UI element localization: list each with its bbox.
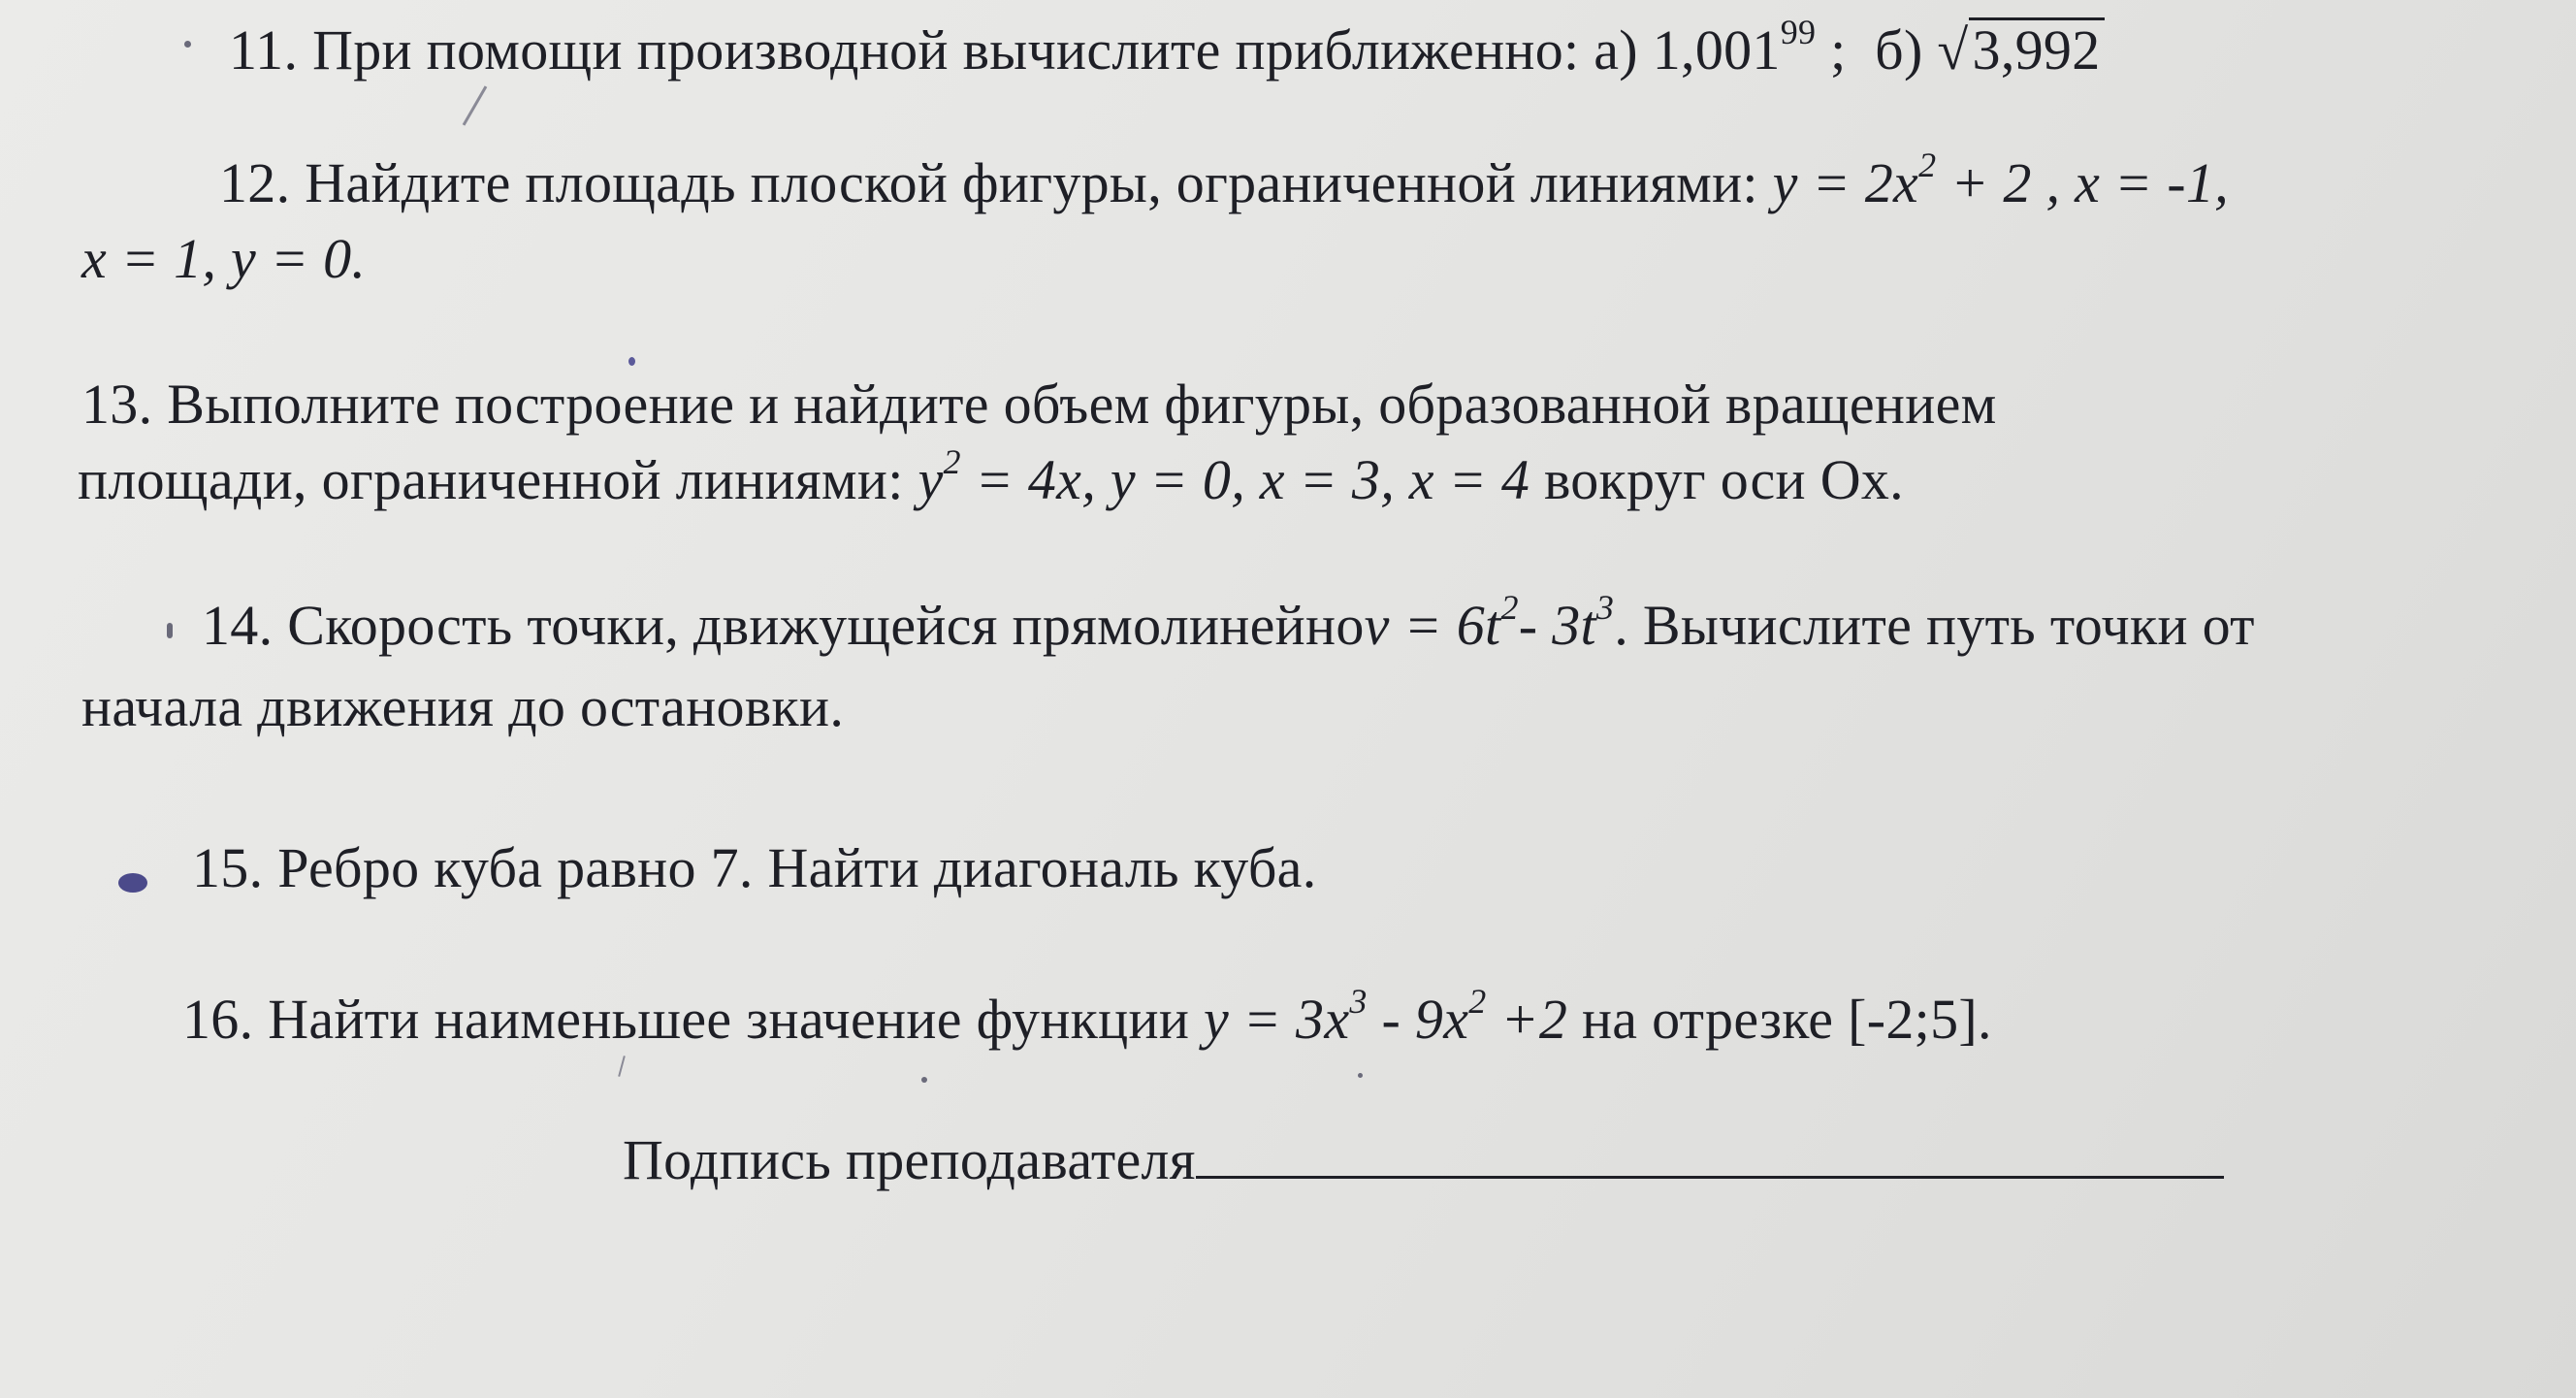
- problem-16-number: 16.: [182, 988, 254, 1051]
- problem-11-exponent: 99: [1780, 13, 1817, 51]
- problem-14-exponent-2: 3: [1595, 588, 1615, 627]
- problem-13-formula-b: = 4x, y = 0, x = 3, x = 4: [960, 448, 1530, 511]
- problem-12-exponent: 2: [1918, 146, 1937, 184]
- pen-scribble-mark: [118, 873, 147, 893]
- problem-13-exponent: 2: [943, 442, 961, 481]
- problem-14-number: 14.: [202, 594, 274, 657]
- problem-14: [202, 588, 2255, 657]
- problem-14-exponent-1: 2: [1500, 588, 1519, 627]
- problem-11-number: 11.: [229, 18, 299, 81]
- problem-13: [81, 373, 1997, 436]
- problem-14-text: Скорость точки, движущейся прямолинейно: [287, 594, 1365, 657]
- problem-15: [192, 836, 1317, 899]
- signature-label: Подпись преподавателя: [623, 1128, 1196, 1191]
- problem-13-number: 13.: [81, 373, 153, 436]
- problem-13-line-2-end: вокруг оси Ох.: [1530, 448, 1904, 511]
- problem-12-number: 12.: [219, 151, 291, 214]
- problem-14-line-2: начала движения до остановки.: [81, 675, 845, 738]
- problem-11-mid: ; б): [1816, 18, 1938, 81]
- problem-11: [229, 13, 2105, 81]
- pen-stroke-mark: [463, 85, 488, 125]
- pen-tick-mark: [167, 623, 173, 638]
- problem-16-exponent-1: 3: [1349, 982, 1368, 1021]
- problem-12: [219, 146, 2229, 214]
- problem-16-exponent-2: 2: [1468, 982, 1487, 1021]
- pen-dot-mark: [921, 1077, 927, 1083]
- teacher-signature: [623, 1128, 2224, 1191]
- problem-14-text-end: . Вычислите путь точки от: [1614, 594, 2255, 657]
- problem-13-line-2-text: площади, ограниченной линиями:: [78, 448, 918, 511]
- problem-12-text: Найдите площадь плоской фигуры, ограниченной линиями:: [305, 151, 1773, 214]
- problem-16-formula-a: y = 3x: [1203, 988, 1350, 1051]
- problem-12-formula-b: + 2 , x = -1,: [1936, 151, 2229, 214]
- problem-11-text: При помощи производной вычислите приближенно: а) 1,001: [312, 18, 1781, 81]
- problem-16-formula-c: +2: [1486, 988, 1568, 1051]
- problem-14-formula-b: - 3t: [1518, 594, 1596, 657]
- problem-12-line-2: x = 1, y = 0.: [81, 227, 367, 290]
- problem-16-text-end: на отрезке [-2;5].: [1567, 988, 1992, 1051]
- pen-dot-mark: [184, 41, 191, 48]
- problem-16-formula-b: - 9x: [1367, 988, 1469, 1051]
- problem-15-number: 15.: [192, 836, 264, 899]
- problem-13-text: Выполните построение и найдите объем фигуры, образованной вращением: [167, 373, 1997, 436]
- pen-dot-mark: [628, 357, 635, 366]
- problem-12-formula-a: y = 2x: [1772, 151, 1919, 214]
- pen-dot-mark: [1358, 1073, 1363, 1078]
- problem-16-text: Найти наименьшее значение функции: [268, 988, 1204, 1051]
- signature-line[interactable]: [1196, 1129, 2224, 1179]
- problem-13-line-2: [78, 442, 1904, 511]
- sqrt-expression: [1937, 17, 2104, 79]
- problem-14-formula-a: v = 6t: [1364, 594, 1501, 657]
- problem-16: [182, 982, 1992, 1051]
- problem-13-formula-a: y: [918, 448, 944, 511]
- sqrt-radicand: 3,992: [1969, 17, 2105, 79]
- problem-15-text: Ребро куба равно 7. Найти диагональ куба.: [277, 836, 1317, 899]
- pen-stroke-mark: [618, 1056, 626, 1077]
- sqrt-sign: √: [1937, 18, 1969, 81]
